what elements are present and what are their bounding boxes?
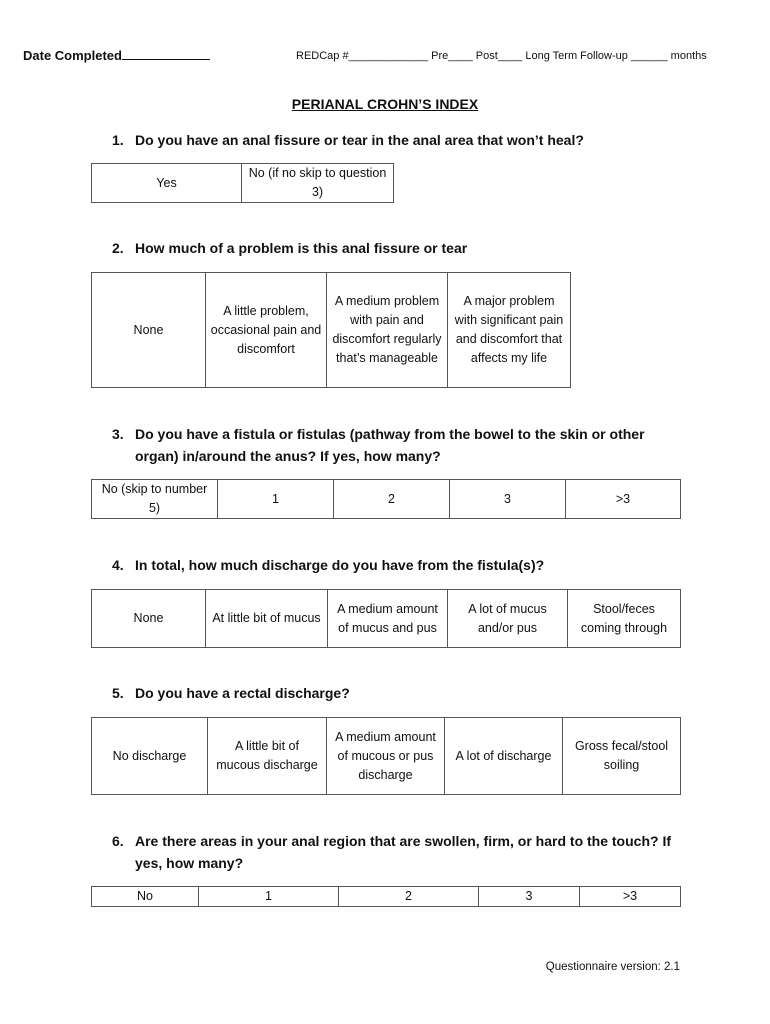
question-text: How much of a problem is this anal fissure or tear (135, 240, 468, 256)
question-number: 5. (112, 685, 124, 701)
option-cell[interactable]: No (92, 887, 199, 907)
question-5-options (91, 717, 681, 795)
question-number: 4. (112, 557, 124, 573)
question-3-options (91, 479, 681, 519)
option-cell[interactable]: No (skip to number 5) (92, 480, 218, 519)
option-cell[interactable]: A lot of discharge (445, 718, 563, 795)
option-cell[interactable]: A lot of mucus and/or pus (448, 590, 568, 648)
questionnaire-version: Questionnaire version: 2.1 (545, 961, 680, 973)
question-text: Are there areas in your anal region that are swollen, firm, or hard to the touch? If yes, how many? (135, 833, 671, 871)
option-cell[interactable]: At little bit of mucus (206, 590, 328, 648)
date-completed-label: Date Completed (23, 48, 122, 63)
option-cell[interactable]: Yes (92, 164, 242, 203)
question-text: Do you have an anal fissure or tear in the anal area that won’t heal? (135, 132, 584, 148)
date-completed-blank[interactable] (122, 48, 210, 60)
question-number: 3. (112, 426, 124, 442)
question-number: 2. (112, 240, 124, 256)
option-cell[interactable]: A medium amount of mucus and pus (328, 590, 448, 648)
question-2-options (91, 272, 571, 388)
date-completed-field[interactable] (23, 48, 210, 63)
option-cell[interactable]: 2 (339, 887, 479, 907)
question-5 (112, 682, 682, 704)
question-2 (112, 237, 682, 259)
question-1-options (91, 163, 394, 203)
option-cell[interactable]: A medium amount of mucous or pus discharge (327, 718, 445, 795)
option-cell[interactable]: Gross fecal/stool soiling (563, 718, 681, 795)
option-cell[interactable]: 1 (199, 887, 339, 907)
question-4-options (91, 589, 681, 648)
option-cell[interactable]: A medium problem with pain and discomfort regularly that’s manageable (327, 273, 448, 388)
redcap-line: REDCap #_____________ Pre____ Post____ Long Term Follow-up ______ months (296, 50, 707, 62)
option-cell[interactable]: None (92, 590, 206, 648)
option-cell[interactable]: 3 (479, 887, 580, 907)
option-cell[interactable]: A major problem with significant pain and discomfort that affects my life (448, 273, 571, 388)
question-3 (112, 423, 682, 467)
question-text: In total, how much discharge do you have from the fistula(s)? (135, 557, 545, 573)
question-6 (112, 830, 682, 874)
question-text: Do you have a fistula or fistulas (pathway from the bowel to the skin or other organ) in/around the anus? If yes, how many? (135, 426, 645, 464)
option-cell[interactable]: No (if no skip to question 3) (242, 164, 394, 203)
question-1 (112, 129, 682, 151)
question-4 (112, 554, 682, 576)
option-cell[interactable]: >3 (580, 887, 681, 907)
option-cell[interactable]: 1 (218, 480, 334, 519)
option-cell[interactable]: 3 (450, 480, 566, 519)
question-text: Do you have a rectal discharge? (135, 685, 350, 701)
question-6-options (91, 886, 681, 907)
option-cell[interactable]: A little problem, occasional pain and discomfort (206, 273, 327, 388)
option-cell[interactable]: None (92, 273, 206, 388)
option-cell[interactable]: Stool/feces coming through (568, 590, 681, 648)
question-number: 6. (112, 833, 124, 849)
option-cell[interactable]: 2 (334, 480, 450, 519)
question-number: 1. (112, 132, 124, 148)
option-cell[interactable]: A little bit of mucous discharge (208, 718, 327, 795)
option-cell[interactable]: >3 (566, 480, 681, 519)
option-cell[interactable]: No discharge (92, 718, 208, 795)
page-title: PERIANAL CROHN’S INDEX (291, 96, 479, 112)
